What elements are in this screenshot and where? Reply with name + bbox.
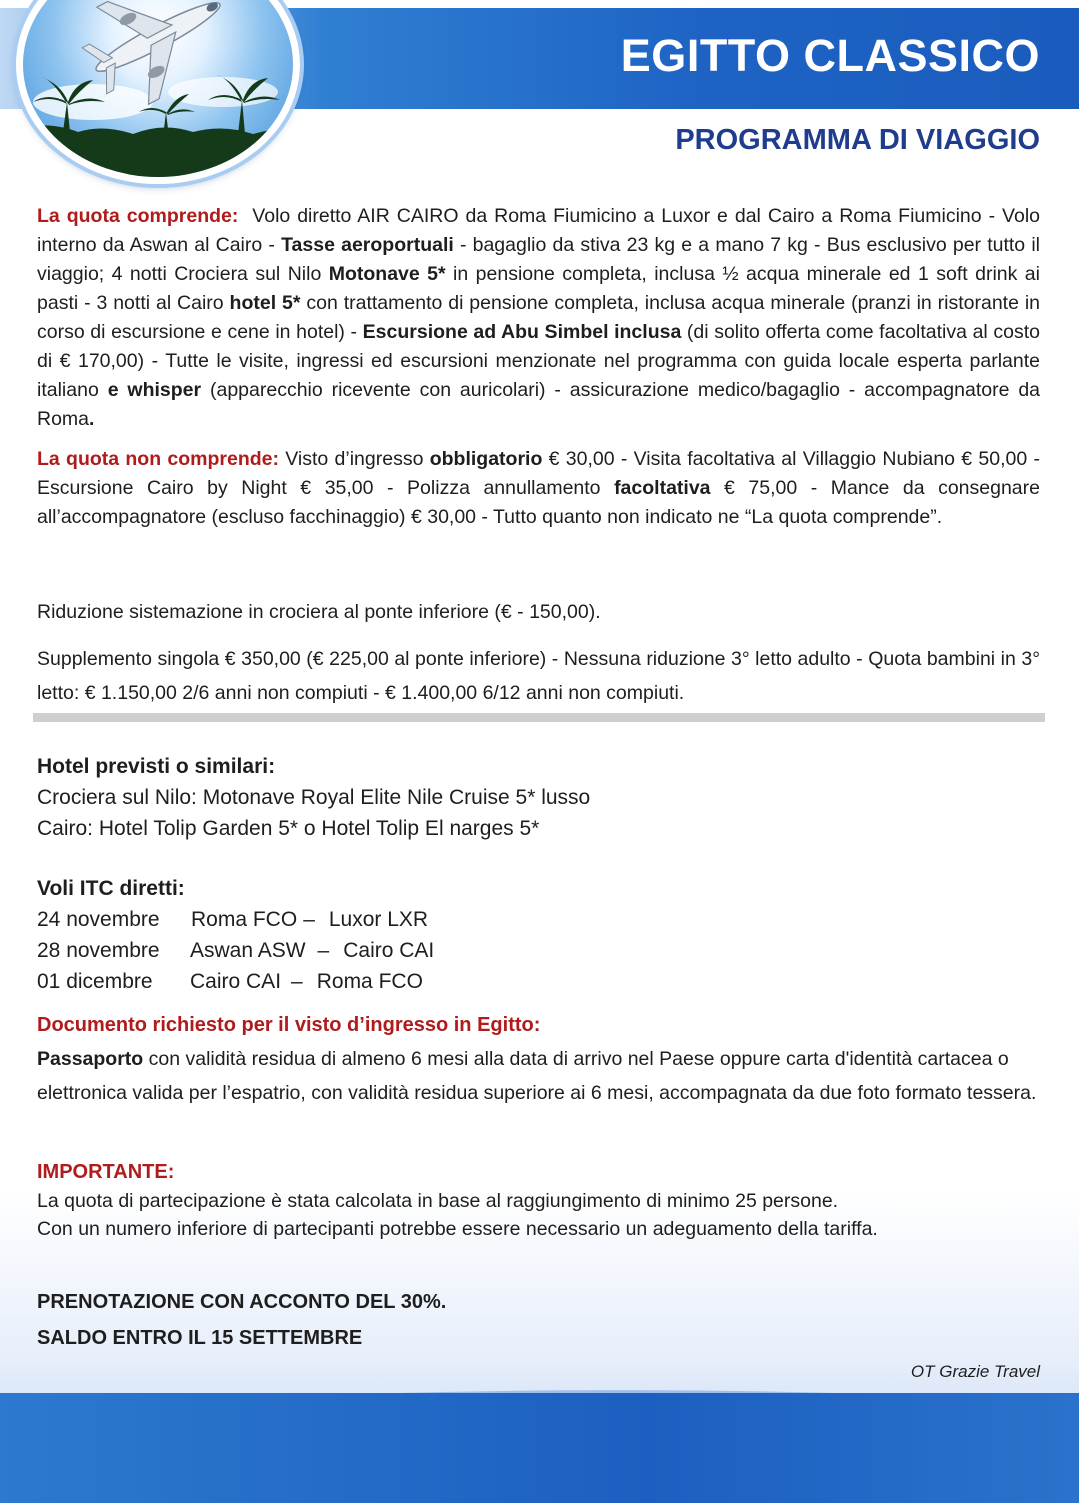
section-divider xyxy=(33,713,1045,722)
flights-section xyxy=(37,873,1040,997)
booking-section xyxy=(37,1284,1040,1356)
excludes-label: La quota non comprende: xyxy=(37,448,279,470)
reduction-section xyxy=(37,598,1040,627)
important-line: Con un numero inferiore di partecipanti potrebbe essere necessario un adeguamento della tariffa. xyxy=(37,1218,878,1240)
excludes-paragraph: La quota non comprende: Visto d’ingresso obbligatorio € 30,00 - Visita facoltativa al Villaggio Nubiano € 50,00 - Escursione Cairo by Night € 35,00 - Polizza annullamento facoltativa € 75,00 - Mance da consegnare all’accompagnatore (escluso facchinaggio) € 30,00 - Tutto quanto non indicato ne “La quota comprende”. xyxy=(37,448,1040,528)
includes-label: La quota comprende: xyxy=(37,205,239,227)
includes-paragraph: La quota comprende: Volo diretto AIR CAIRO da Roma Fiumicino a Luxor e dal Cairo a Roma Fiumicino - Volo interno da Aswan al Cairo - Tasse aeroportuali - bagaglio da stiva 23 kg e a mano 7 kg - Bus esclusivo per tutto il viaggio; 4 notti Crociera sul Nilo Motonave 5* in pensione completa, inclusa ½ acqua minerale ed 1 soft drink ai pasti - 3 notti al Cairo hotel 5* con trattamento di pensione completa, inclusa acqua minerale (pranzi in ristorante in corso di escursione e cene in hotel) - Escursione ad Abu Simbel inclusa (di solito offerta come facoltativa al costo di € 170,00) - Tutte le visite, ingressi ed escursioni menzionate nel programma con guida locale esperta parlante italiano e whisper (apparecchio ricevente con auricolari) - assicurazione medico/bagaglio - accompagnatore da Roma. xyxy=(37,205,1041,430)
airplane-over-palms-icon xyxy=(16,0,300,184)
flight-from: Cairo CAI xyxy=(190,970,282,993)
flight-date: 28 novembre xyxy=(37,939,160,962)
flight-row xyxy=(37,904,1040,935)
document-text: Passaporto con validità residua di almeno 6 mesi alla data di arrivo nel Paese oppure carta d'identità cartacea o elettronica valida per l’espatrio, con validità residua superiore ai 6 mesi, accompagnata da due foto formato tessera. xyxy=(37,1048,1037,1104)
flight-to: Cairo CAI xyxy=(343,939,435,962)
page-subtitle: PROGRAMMA DI VIAGGIO xyxy=(675,124,1040,156)
document-section xyxy=(37,1010,1040,1110)
flight-date: 24 novembre xyxy=(37,908,160,931)
operator-credit: OT Grazie Travel xyxy=(910,1362,1040,1381)
hotels-section xyxy=(37,751,1040,844)
flight-row xyxy=(37,966,1040,997)
page-title: EGITTO CLASSICO xyxy=(620,30,1040,81)
booking-line: PRENOTAZIONE CON ACCONTO DEL 30%. xyxy=(37,1291,447,1313)
important-section xyxy=(37,1158,1040,1243)
flight-date: 01 dicembre xyxy=(37,970,153,993)
footer-band xyxy=(0,1393,1079,1503)
flight-from: Aswan ASW xyxy=(190,939,306,962)
flight-to: Roma FCO xyxy=(316,970,423,993)
booking-line: SALDO ENTRO IL 15 SETTEMBRE xyxy=(37,1327,363,1349)
excludes-section xyxy=(37,445,1040,532)
flight-dash: – xyxy=(303,908,315,931)
hotel-line: Cairo: Hotel Tolip Garden 5* o Hotel Tolip El narges 5* xyxy=(37,817,540,840)
flight-dash: – xyxy=(317,939,330,962)
flights-title: Voli ITC diretti: xyxy=(37,877,185,900)
supplement-section xyxy=(37,642,1040,710)
hotel-line: Crociera sul Nilo: Motonave Royal Elite Nile Cruise 5* lusso xyxy=(37,786,591,809)
flight-dash: – xyxy=(291,970,303,993)
hotels-title: Hotel previsti o similari: xyxy=(37,755,276,778)
reduction-text: Riduzione sistemazione in crociera al ponte inferiore (€ - 150,00). xyxy=(37,601,601,623)
flight-to: Luxor LXR xyxy=(328,908,429,931)
important-title: IMPORTANTE: xyxy=(37,1161,175,1183)
flight-row xyxy=(37,935,1040,966)
supplement-text: Supplemento singola € 350,00 (€ 225,00 al ponte inferiore) - Nessuna riduzione 3° letto adulto - Quota bambini in 3° letto: € 1.150,00 2/6 anni non compiuti - € 1.400,00 6/12 anni non compiuti. xyxy=(37,648,1040,704)
important-line: La quota di partecipazione è stata calcolata in base al raggiungimento di minimo 25 persone. xyxy=(37,1190,839,1212)
flight-from: Roma FCO xyxy=(191,908,298,931)
includes-section xyxy=(37,202,1040,434)
document-title: Documento richiesto per il visto d’ingresso in Egitto: xyxy=(37,1014,541,1036)
